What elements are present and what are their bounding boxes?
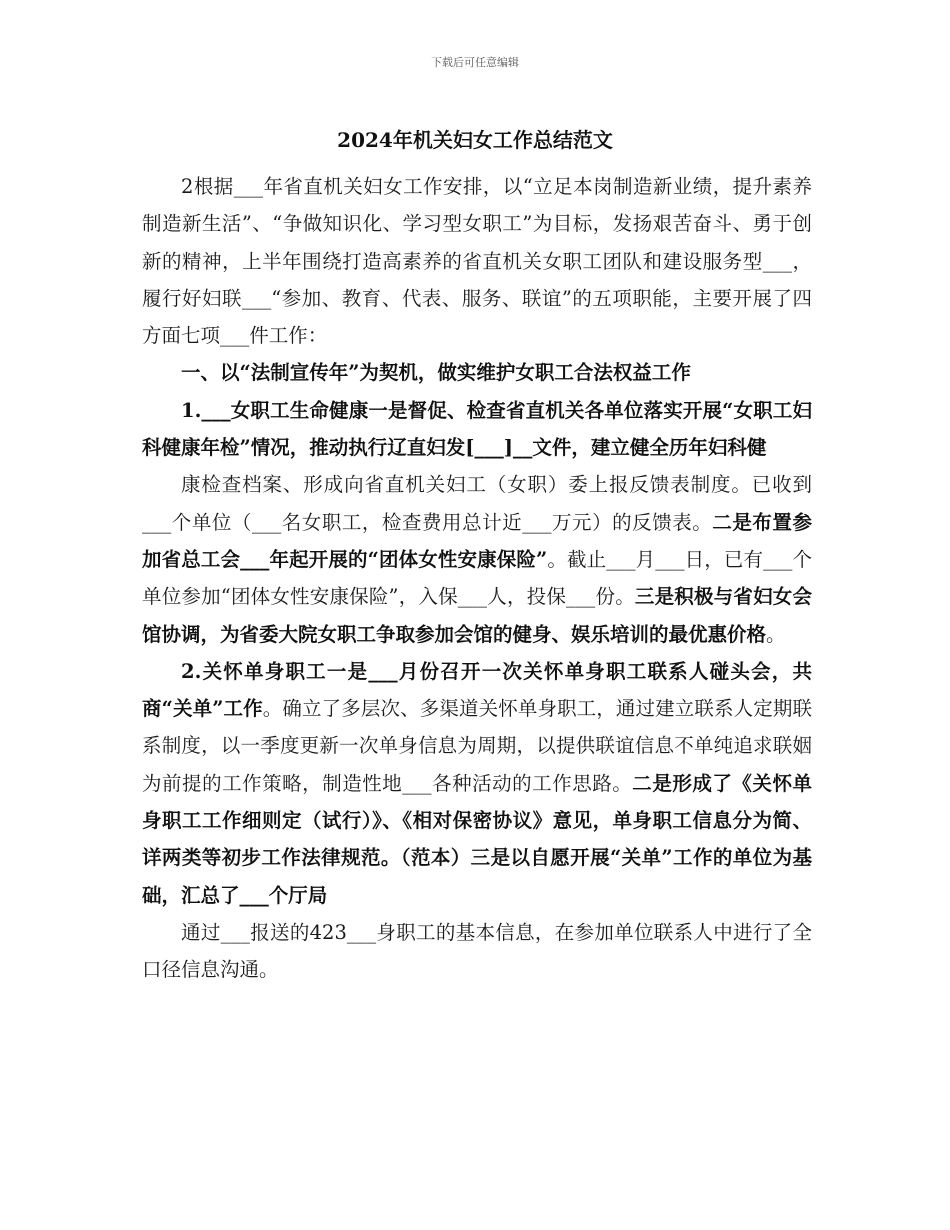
paragraph-info-exchange: 通过___报送的423___身职工的基本信息，在参加单位联系人中进行了全口径信息沟通。: [142, 920, 812, 982]
paragraph-health-checks: [142, 466, 812, 652]
document-title: 2024年机关妇女工作总结范文: [337, 128, 613, 152]
section-heading-1: 一、以“法制宣传年”为契机，做实维护女职工合法权益工作: [181, 361, 691, 385]
paragraph-insurance-bold: 二是布置参加省总工会___年起开展的“团体女性安康保险”: [142, 510, 812, 571]
document-body: [142, 168, 812, 989]
paragraph-single-staff: [142, 653, 812, 914]
page-header-note: 下载后可任意编辑: [431, 56, 519, 69]
intro-paragraph: 2根据___年省直机关妇女工作安排，以“立足本岗制造新业绩，提升素养制造新生活”、“争做知识化、学习型女职工”为目标，发扬艰苦奋斗、勇于创新的精神，上半年围绕打造高素养的省直机关女职工团队和建设服务型___，履行好妇联___“参加、教育、代表、服务、联谊”的五项职能，主要开展了四方面七项___件工作：: [142, 175, 812, 348]
paragraph-health-checks-text: 康检查档案、形成向省直机关妇工（女职）委上报反馈表制度。已收到___个单位（___名女职工，检查费用总计近___万元）的反馈表。: [142, 473, 812, 534]
paragraph-insurance-text: 。截止___月___日，已有___个单位参加“团体女性安康保险”，入保___人，投保___份。: [142, 547, 812, 609]
subsection-1-heading: 1.___女职工生命健康一是督促、检查省直机关各单位落实开展“女职工妇科健康年检”情况，推动执行辽直妇发[___]__文件，建立健全历年妇科健: [142, 398, 812, 460]
paragraph-rules-bold: 二是形成了《关怀单身职工工作细则定（试行）》、《相对保密协议》意见，单身职工信息分为简、详两类等初步工作法律规范。（范本）三是以自愿开展“关单”工作的单位为基础，汇总了___个厅局: [142, 771, 812, 907]
paragraph-single-staff-text: 。确立了多层次、多渠道关怀单身职工，通过建立联系人定期联系制度，以一季度更新一次单身信息为周期，以提供联谊信息不单纯追求联姻为前提的工作策略，制造性地___各种活动的工作思路。: [142, 697, 812, 795]
subsection-2-heading: 2.关怀单身职工一是___月份召开一次关怀单身职工联系人碰头会，共商“关单”工作: [142, 659, 812, 721]
paragraph-club-bold: 三是积极与省妇女会馆协调，为省委大院女职工争取参加会馆的健身、娱乐培训的最优惠价格: [142, 585, 812, 646]
paragraph-club-end: 。: [766, 622, 786, 646]
